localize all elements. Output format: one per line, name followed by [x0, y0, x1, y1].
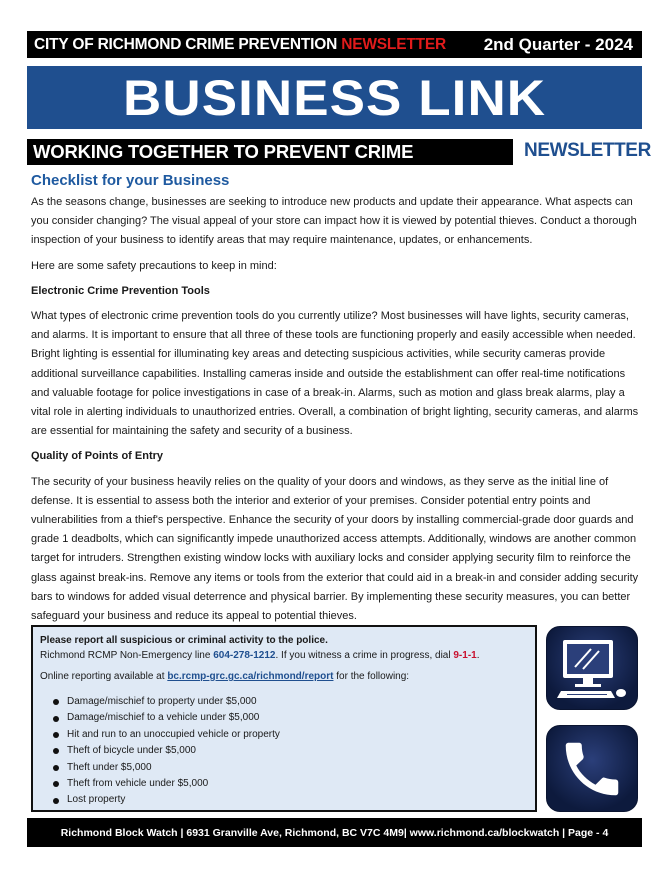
list-item-label: Hit and run to an unoccupied vehicle or property [67, 728, 280, 740]
list-item-label: Theft of bicycle under $5,000 [67, 745, 196, 757]
list-item-label: Theft under $5,000 [67, 761, 152, 773]
section-body-points-of-entry: The security of your business heavily relies on the quality of your doors and windows, as they serve as the initial line of defense. It is essential to assess both the interior and exterior of your premises. Consider potential entry points and vulnerabilities from a thief's perspective. Enhance the security of your doors by installing commercial-grade door guards and grade 1 deadbolts, which can significantly impede unauthorized access attempts. Additionally, windows are another common target for intruders. Strengthen existing window locks with auxiliary locks and consider applying security film to reinforce the glass against break-ins. Remove any items or tools from the exterior that could aid in a break-in and consider adding security bars to windows for added visual deterrence and physical barrier. By implementing these security measures, you can better safeguard your business and reduce its appeal to potential thieves. [31, 475, 639, 623]
section-title-electronic-tools: Electronic Crime Prevention Tools [31, 284, 210, 297]
list-item-label: Damage/mischief to property under $5,000 [67, 696, 257, 707]
non-emergency-number[interactable]: 604-278-1212 [213, 650, 276, 661]
online-suffix: for the following: [333, 671, 410, 682]
reportable-items-list [40, 694, 528, 809]
issue-label: 2nd Quarter - 2024 [483, 34, 633, 54]
bullet-icon [53, 699, 59, 705]
emergency-suffix: . [476, 650, 480, 661]
bullet-icon [53, 716, 59, 722]
section-title-points-of-entry: Quality of Points of Entry [31, 450, 164, 463]
online-report-link[interactable]: bc.rcmp-grc.gc.ca/richmond/report [167, 671, 334, 682]
online-reporting-line [40, 669, 528, 684]
newsletter-label: NEWSLETTER [524, 140, 651, 161]
list-item [53, 743, 528, 759]
emergency-prefix: . If you witness a crime in progress, dial [275, 650, 454, 661]
list-item-label: Theft from vehicle under $5,000 [67, 778, 209, 790]
newsletter-org-name [34, 36, 446, 54]
bullet-icon [53, 781, 59, 787]
list-item-label: Damage/mischief to a vehicle under $5,000 [67, 712, 260, 724]
non-emergency-prefix: Richmond RCMP Non-Emergency line [40, 650, 214, 661]
top-bar [27, 31, 642, 58]
list-item [53, 727, 528, 743]
report-headline: Please report all suspicious or criminal activity to the police. [40, 635, 328, 646]
list-item [53, 776, 528, 792]
section-body-electronic-tools: What types of electronic crime prevention tools do you currently utilize? Most businesses will have lights, security cameras, and alarms. It is important to ensure that all three of these tools are functioning properly and easily accessible when needed. Bright lighting is essential for illuminating key areas and detecting suspicious activities, while security cameras provide additional surveillance capabilities. Installing cameras inside and outside the establishment can offer real-time notifications and valuable footage for police investigations in case of a break-in. Alarms, such as motion and glass break alarms, play a vital role in alerting individuals to unauthorized entries. Overall, a combination of bright lighting, security cameras, and alarms are essential for maintaining the safety and security of a business. [31, 310, 639, 438]
emergency-number[interactable]: 9-1-1 [453, 650, 477, 661]
article [31, 172, 643, 632]
bullet-icon [53, 748, 59, 754]
org-suffix: NEWSLETTER [341, 35, 447, 53]
bullet-icon [53, 732, 59, 738]
precautions-paragraph: Here are some safety precautions to keep in mind: [31, 259, 277, 272]
tagline-bar [27, 139, 513, 165]
list-item [53, 760, 528, 776]
report-info-box [31, 625, 537, 812]
bullet-icon [53, 798, 59, 804]
online-prefix: Online reporting available at [40, 671, 168, 682]
computer-icon [546, 626, 638, 710]
non-emergency-line [40, 648, 528, 663]
title-banner [27, 66, 642, 129]
list-item-label: Lost property [67, 794, 126, 806]
footer-bar [27, 818, 642, 847]
tagline: WORKING TOGETHER TO PREVENT CRIME [33, 141, 414, 162]
article-heading: Checklist for your Business [31, 172, 230, 189]
list-item [53, 694, 528, 710]
org-prefix: CITY OF RICHMOND CRIME PREVENTION [34, 35, 342, 53]
newsletter-title: BUSINESS LINK [122, 69, 547, 126]
list-item [53, 710, 528, 726]
phone-icon [546, 725, 638, 812]
bullet-icon [53, 765, 59, 771]
footer-text: Richmond Block Watch | 6931 Granville Ave, Richmond, BC V7C 4M9| www.richmond.ca/blockwatch | Page - 4 [60, 826, 609, 839]
intro-paragraph: As the seasons change, businesses are seeking to introduce new products and update their appearance. What aspects can you consider changing? The visual appeal of your store can impact how it is viewed by potential thieves. Conduct a thorough inspection of your business to identify areas that may require maintenance, updates, or enhancements. [31, 196, 637, 247]
list-item [53, 792, 528, 808]
